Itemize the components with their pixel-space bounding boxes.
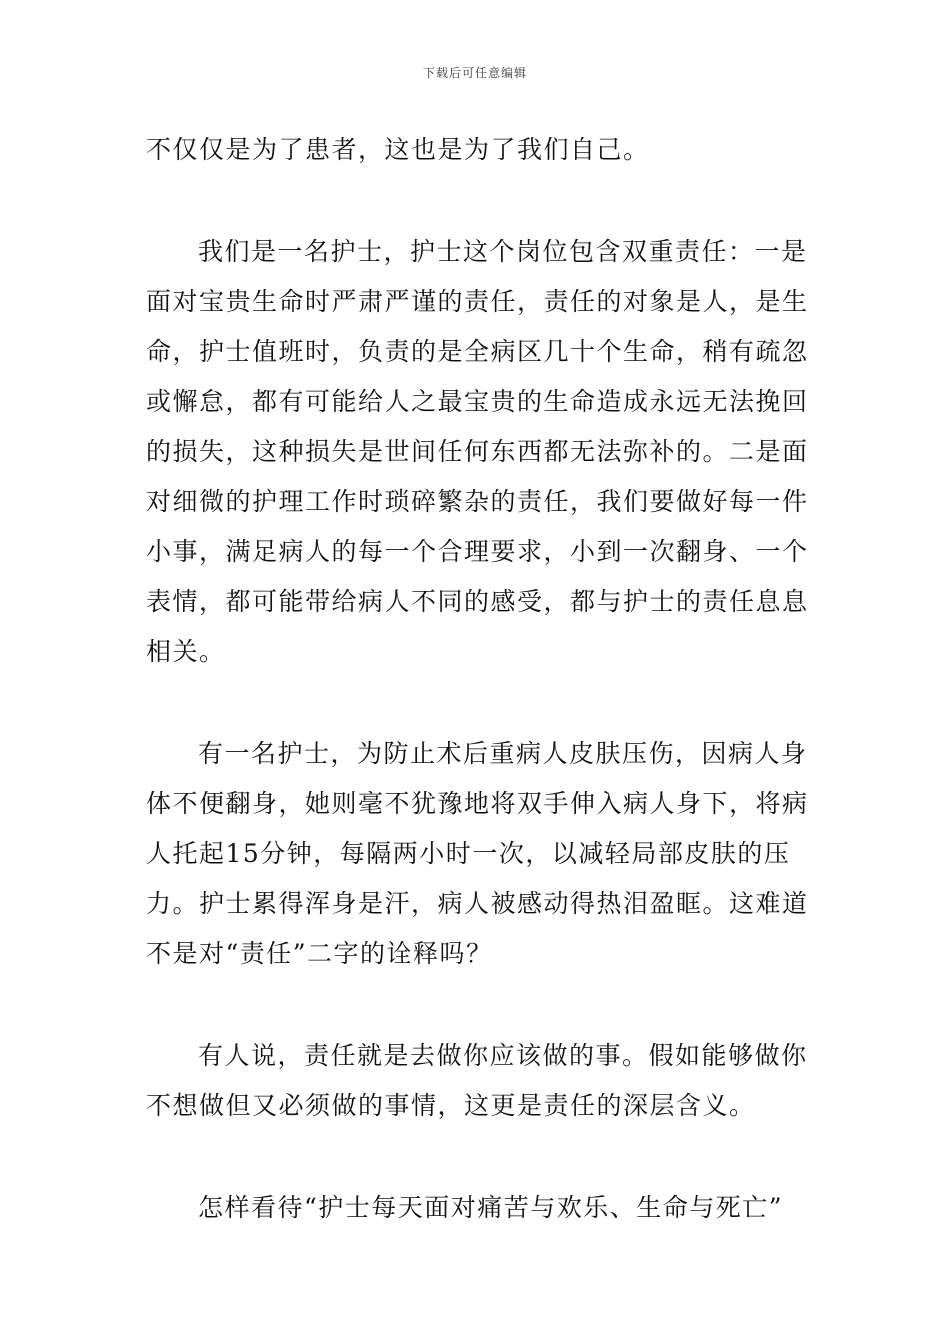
paragraph-question: 怎样看待“护士每天面对痛苦与欢乐、生命与死亡” [198,1193,784,1222]
paragraph-nurse-example: 有一名护士，为防止术后重病人皮肤压伤，因病人身体不便翻身，她则毫不犹豫地将双手伸入病人身下，将病人托起15分钟，每隔两小时一次，以减轻局部皮肤的压力。护士累得浑身是汗，病人被感动得热泪盈眶。这难道不是对“责任”二字的诠释吗？ [146,739,809,968]
paragraph-meaning-of-responsibility: 有人说，责任就是去做你应该做的事。假如能够做你不想做但又必须做的事情，这更是责任的深层含义。 [146,1041,808,1120]
paragraph-dual-responsibility: 我们是一名护士，护士这个岗位包含双重责任：一是面对宝贵生命时严肃严谨的责任，责任的对象是人，是生命，护士值班时，负责的是全病区几十个生命，稍有疏忽或懈怠，都有可能给人之最宝贵的生命造成永远无法挽回的损失，这种损失是世间任何东西都无法弥补的。二是面对细微的护理工作时琐碎繁杂的责任，我们要做好每一件小事，满足病人的每一个合理要求，小到一次翻身、一个表情，都可能带给病人不同的感受，都与护士的责任息息相关。 [146,237,809,666]
page-header-note: 下载后可任意编辑 [422,66,527,80]
paragraph-continuation: 不仅仅是为了患者，这也是为了我们自己。 [146,135,650,164]
document-body [146,125,816,1285]
